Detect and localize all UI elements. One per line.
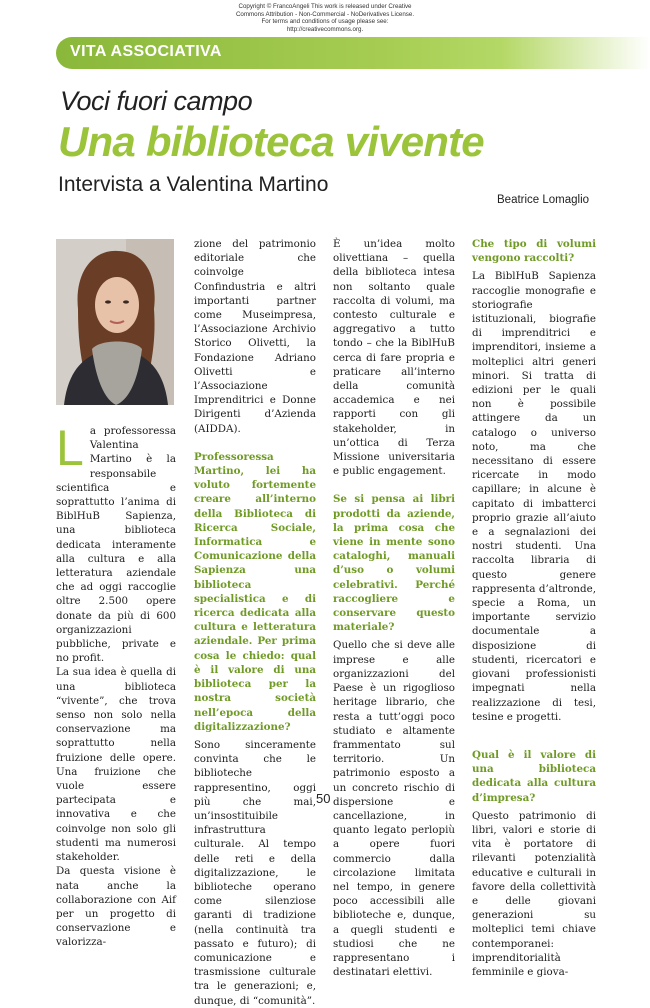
article-title: Una biblioteca vivente bbox=[58, 118, 484, 165]
paragraph: Quello che si deve alle imprese e alle organizzazioni del Paese è un rigoglioso heritage librario, che resta a tutt’oggi poco studiato e altamente frammentato sul territorio. Un patrimonio esposto a un concreto rischio di dispersione e cancellazione, in quanto legato perlopiù a opere fuori commercio dalla circolazione limitata nel tempo, in genere poco accessibili alle biblioteche e, dunque, a quegli studenti e studiosi che ne rappresentano i destinatari elettivi. bbox=[333, 639, 455, 979]
copyright-line: Copyright © FrancoAngeli This work is released under Creative bbox=[238, 3, 412, 10]
interview-question: Qual è il valore di una biblioteca dedicata alla cultura d’impresa? bbox=[472, 748, 596, 804]
column-1 bbox=[56, 420, 176, 950]
section-banner bbox=[56, 37, 650, 69]
article-subtitle: Intervista a Valentina Martino bbox=[58, 173, 329, 196]
interview-question: Che tipo di volumi vengono raccolti? bbox=[472, 238, 596, 265]
copyright-line: For terms and conditions of usage please see: bbox=[261, 18, 389, 26]
article-author: Beatrice Lomaglio bbox=[497, 194, 590, 206]
interview-question: Se si pensa ai libri prodotti da aziende, la prima cosa che viene in mente sono cataloghi, manuali d’uso o volumi celebrativi. Perché raccogliere e conservare questo materiale? bbox=[333, 493, 455, 634]
paragraph: È un’idea molto olivettiana – quella della biblioteca intesa non soltanto quale raccolta di volumi, ma contesto culturale e aggregativo a tutto tondo – che la BiblHuB cerca di fare propria e praticare all’interno della comunità accademica e nei rapporti con gli stakeholder, in un’ottica di Terza Missione universitaria e public engagement. bbox=[333, 238, 455, 478]
column-3 bbox=[333, 237, 455, 979]
paragraph: La BiblHuB Sapienza raccoglie monografie e storiografie istituzionali, biografie di imprenditrici e imprenditori, insieme a molteplici altri generi minori. Si tratta di edizioni per le quali non è possibile attingere da un catalogo o universo noto, ma che necessitano di essere ricercate in modo capillare; in alcune è capitato di imbatterci proprio grazie all’aiuto e a segnalazioni dei nostri studenti. Una raccolta libraria di questo genere rappresenta d’altronde, specie a Roma, un importante servizio documentale a disposizione di studenti, ricercatori e giovani professionisti impegnati nella realizzazione di tesi, tesine e progetti. bbox=[472, 270, 596, 723]
column-2 bbox=[194, 237, 316, 1008]
paragraph: Sono sinceramente convinta che le biblioteche rappresentino, oggi più che mai, un’insostituibile infrastruttura culturale. Al tempo delle reti e della digitalizzazione, le biblioteche operano come silenziose garanti di tradizione (nella continuità tra passato e futuro); di comunicazione e trasmissione culturale tra le generazioni; e, dunque, di “comunità”. bbox=[194, 738, 316, 1007]
paragraph: Da questa visione è nata anche la collaborazione con Aif per un progetto di conservazione e valorizza- bbox=[56, 865, 176, 949]
section-label: VITA ASSOCIATIVA bbox=[70, 43, 222, 60]
drop-cap: L bbox=[56, 420, 84, 476]
paragraph: a professoressa Valentina Martino è la responsabile scientifica e soprattutto l’anima di BiblHuB Sapienza, una biblioteca dedicata interamente alla cultura e alla letteratura aziendale che ad oggi raccoglie oltre 2.500 opere donate da più di 600 organizzazioni pubbliche, private e no profit. bbox=[56, 425, 176, 665]
article-kicker: Voci fuori campo bbox=[60, 86, 253, 116]
copyright-notice bbox=[220, 3, 430, 33]
copyright-line: http://creativecommons.org. bbox=[286, 25, 364, 33]
page-number: 50 bbox=[316, 791, 331, 806]
paragraph: Questo patrimonio di libri, valori e storie di vita è portatore di rilevanti potenzialità educative e culturali in favore della collettività e delle giovani generazioni su molteplici temi chiave contemporanei: imprenditorialità femminile e giova- bbox=[472, 809, 596, 978]
copyright-line: Commons Attribution - Non-Commercial - NoDerivatives License. bbox=[235, 10, 415, 18]
paragraph: zione del patrimonio editoriale che coinvolge Confindustria e altri importanti partner come Museimpresa, l’Associazione Archivio Storico Olivetti, la Fondazione Adriano Olivetti e l’Associazione Imprenditrici e Donne Dirigenti d’Azienda (AIDDA). bbox=[194, 238, 316, 435]
portrait-photo bbox=[56, 239, 174, 405]
interview-question: Professoressa Martino, lei ha voluto fortemente creare all’interno della Biblioteca di Ricerca Sociale, Informatica e Comunicazione della Sapienza una biblioteca specialistica e di ricerca dedicata alla cultura e letteratura aziendale. Per prima cosa le chiedo: qual è il valore di una biblioteca per la nostra società nell’epoca della digitalizzazione? bbox=[194, 450, 316, 733]
paragraph: La sua idea è quella di una biblioteca “vivente”, che trova senso non solo nella conservazione ma soprattutto nella fruizione delle opere. Una fruizione che vuole essere partecipata e innovativa e che coinvolge non solo gli studenti ma numerosi stakeholder. bbox=[56, 666, 176, 864]
column-4 bbox=[472, 237, 596, 979]
